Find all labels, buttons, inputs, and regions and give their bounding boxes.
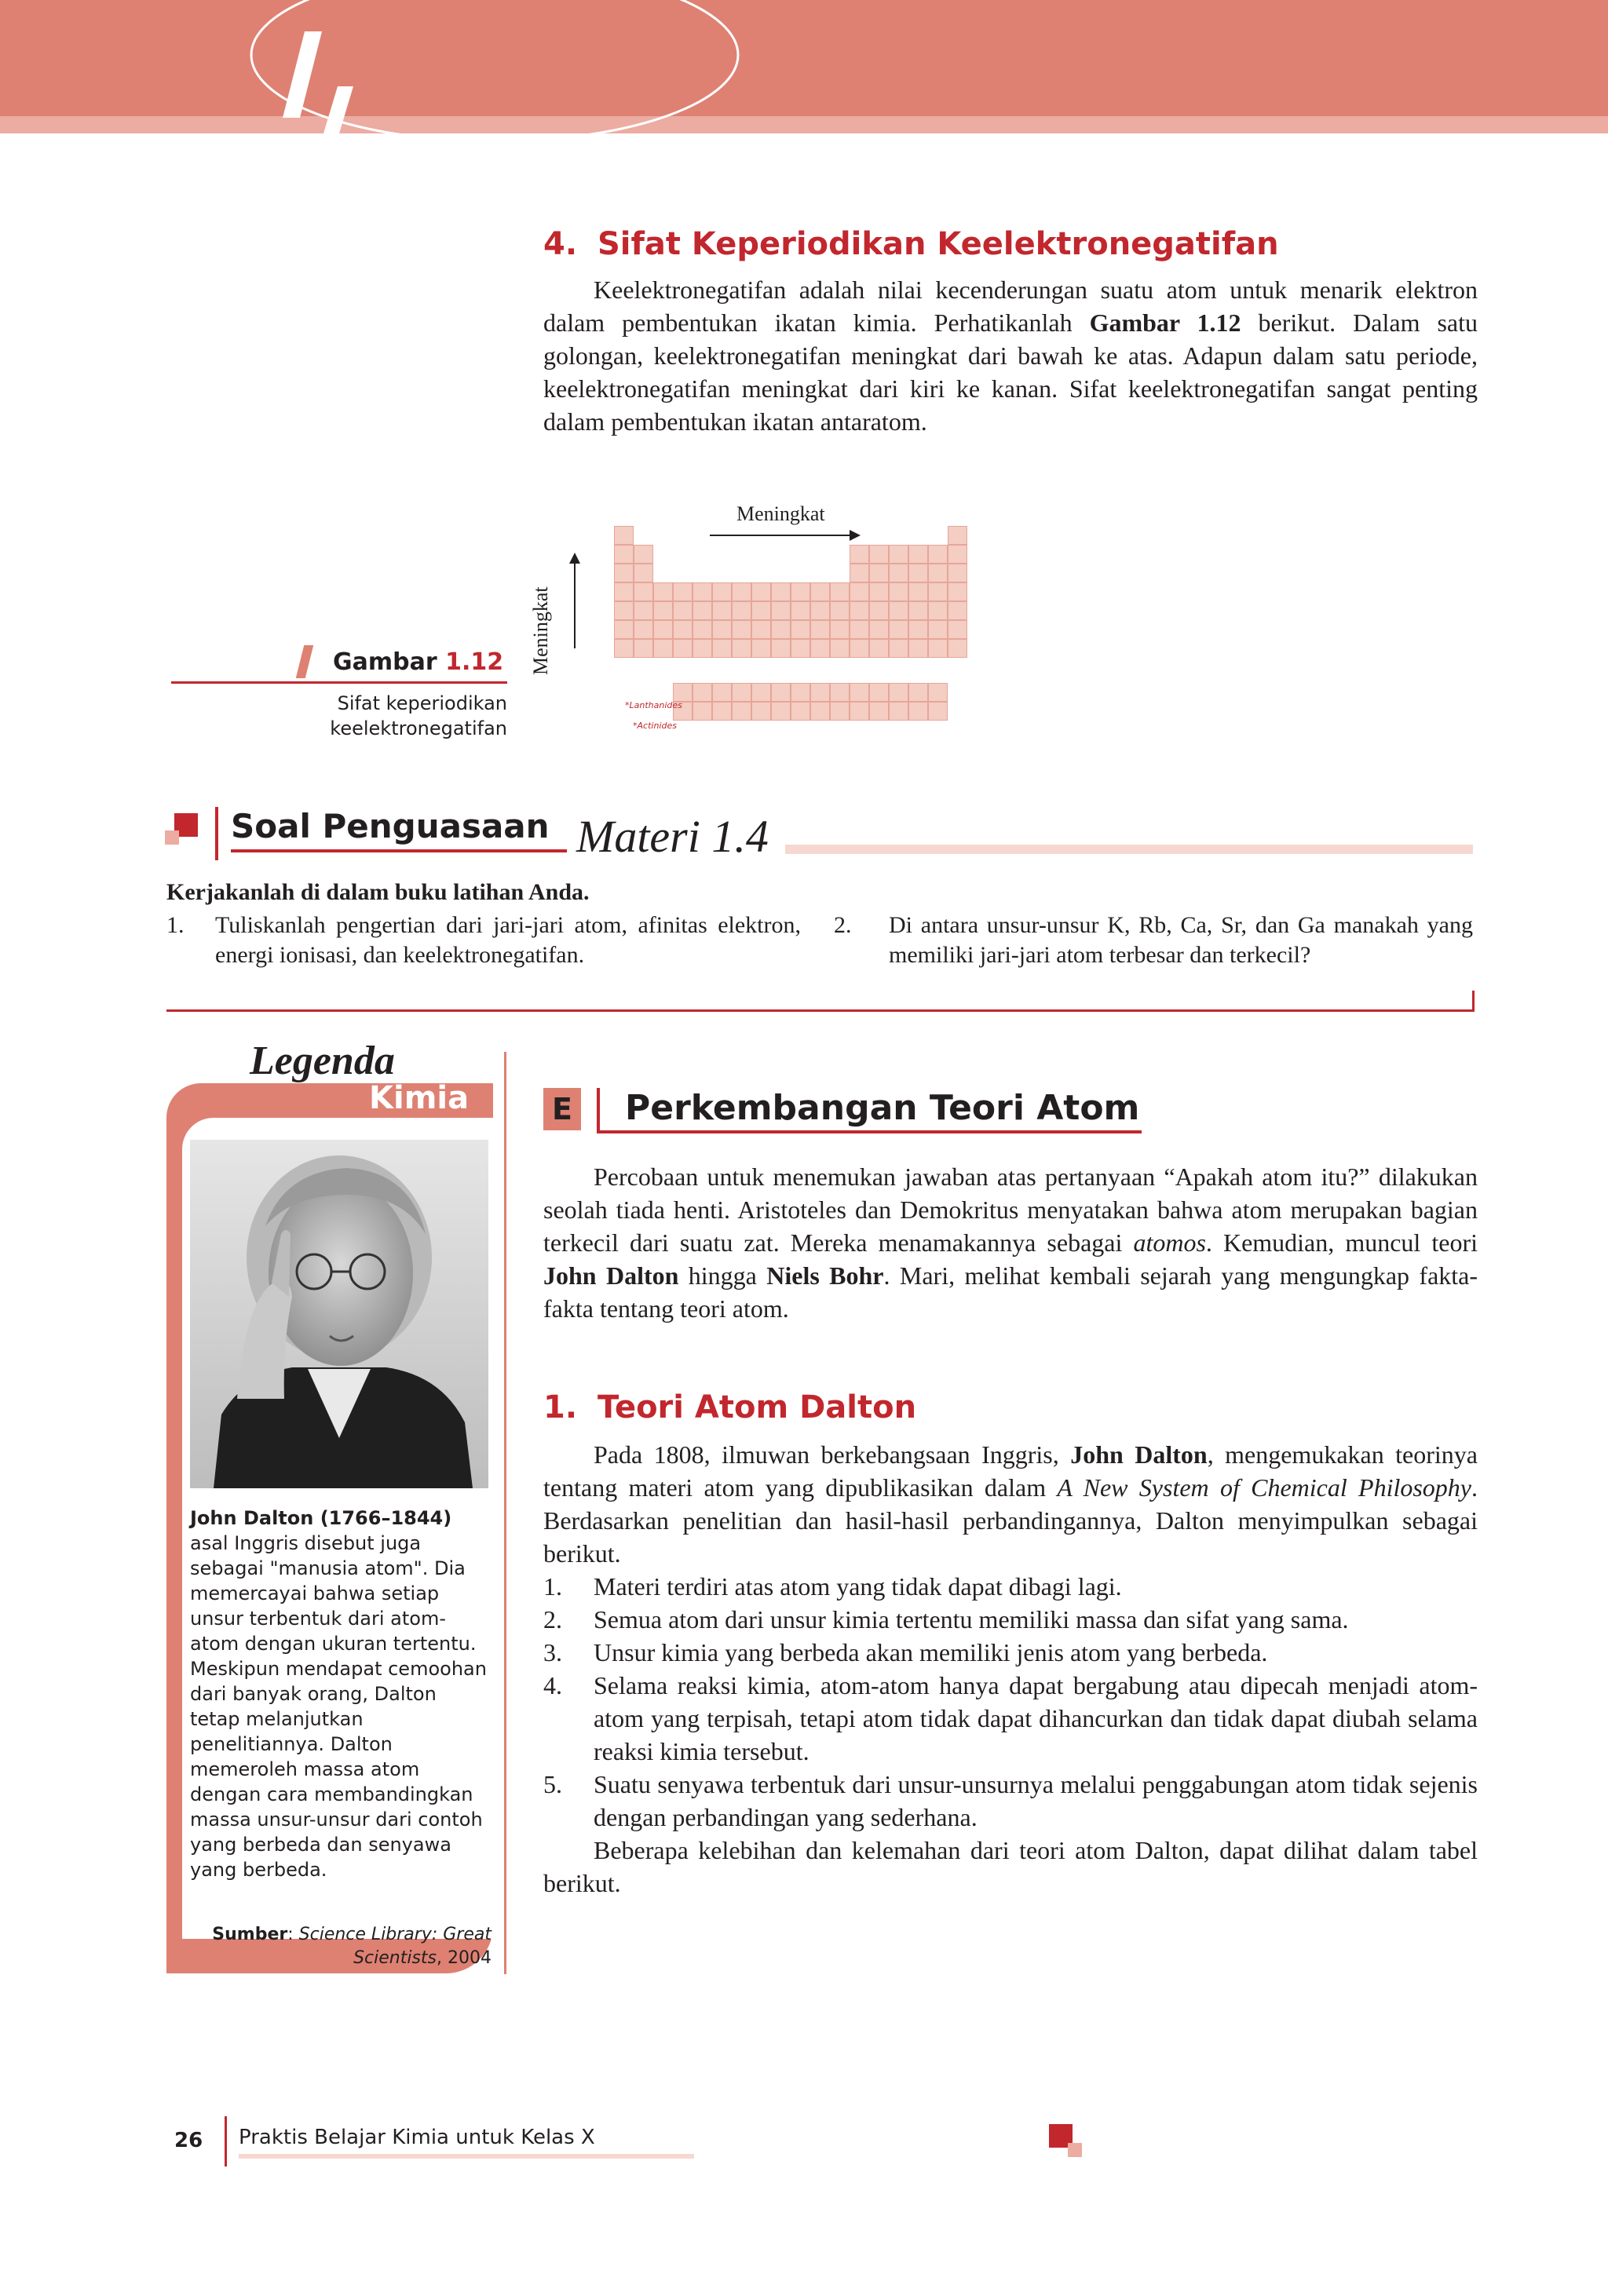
periodic-table-cell: [908, 683, 928, 702]
figure-caption: [259, 691, 507, 741]
dalton-intro-text-3: . Berdasarkan penelitian dan hasil-hasil perbandingannya, Dalton menyimpulkan sebagai berikut.: [543, 1473, 1478, 1568]
footer-stripe: [239, 2154, 694, 2159]
periodic-table-cell: [673, 683, 693, 702]
section-e-text-3: hingga: [678, 1261, 767, 1290]
periodic-table-cell: [771, 683, 791, 702]
section-4-heading: [543, 226, 1279, 262]
periodic-table-cell: [693, 601, 712, 620]
periodic-table-cell: [869, 639, 889, 658]
periodic-table-cell: [810, 620, 830, 639]
periodic-table-cell: [771, 702, 791, 721]
periodic-table-cell: [712, 702, 732, 721]
john-dalton-name: John Dalton: [543, 1261, 679, 1290]
dalton-intro-text-1: Pada 1808, ilmuwan berkebangsaan Inggris,: [594, 1440, 1071, 1469]
periodic-table-cell: [889, 564, 908, 582]
periodic-table-cell: [889, 545, 908, 564]
periodic-table-cell: [673, 620, 693, 639]
periodic-table-cell: [771, 620, 791, 639]
exercise-title-bold: Soal Penguasaan: [231, 807, 550, 845]
figure-reference: Gambar 1.12: [1089, 308, 1241, 337]
periodic-table-cell: [653, 601, 673, 620]
periodic-table-cell: [712, 620, 732, 639]
periodic-table-cell: [751, 683, 771, 702]
periodic-table-cell: [948, 564, 967, 582]
periodic-table-cell: [634, 620, 653, 639]
periodic-table-cell: [850, 639, 869, 658]
section-e-bar: [597, 1088, 600, 1133]
periodic-table-cell: [869, 683, 889, 702]
list-item-text: Unsur kimia yang berbeda akan memiliki jenis atom yang berbeda.: [594, 1638, 1268, 1666]
periodic-table-cell: [712, 683, 732, 702]
periodic-table-cell: [869, 601, 889, 620]
dalton-intro-text-2: , mengemukakan teorinya tentang materi atom yang dipublikasikan dalam: [543, 1440, 1478, 1502]
periodic-table-cell: [693, 620, 712, 639]
section-e-title: Perkembangan Teori Atom: [625, 1088, 1140, 1128]
list-item: [543, 1636, 1478, 1669]
periodic-table-cell: [948, 620, 967, 639]
list-item-text: Materi terdiri atas atom yang tidak dapat dibagi lagi.: [594, 1572, 1122, 1601]
periodic-table-cell: [908, 545, 928, 564]
page-number: 26: [174, 2129, 203, 2152]
periodic-table-cell: [614, 545, 634, 564]
periodic-table-cell: [771, 582, 791, 601]
periodic-table-cell: [889, 683, 908, 702]
periodic-table-cell: [751, 582, 771, 601]
periodic-table-cell: [908, 639, 928, 658]
periodic-table-cell: [751, 702, 771, 721]
periodic-table-cell: [673, 639, 693, 658]
exercise-square-accent: [165, 830, 179, 845]
exercise-item-1-text: Tuliskanlah pengertian dari jari-jari atom, afinitas elektron, energi ionisasi, dan keelektronegatifan.: [215, 912, 801, 968]
periodic-table-cell: [948, 582, 967, 601]
periodic-table-cell: [850, 683, 869, 702]
periodic-table-cell: [850, 620, 869, 639]
dalton-body: [543, 1438, 1478, 1900]
exercise-item-2-number: 2.: [834, 912, 852, 938]
periodic-table-cell: [948, 639, 967, 658]
dalton-name: John Dalton (1766–1844): [190, 1507, 452, 1529]
periodic-table-cell: [732, 620, 751, 639]
periodic-table-cell: [634, 564, 653, 582]
periodic-table-cell: [791, 601, 810, 620]
periodic-table-cell: [889, 601, 908, 620]
exercise-bottom-rule: [166, 1009, 1475, 1012]
periodic-table-cell: [948, 526, 967, 545]
list-item: [543, 1768, 1478, 1834]
periodic-table-cell: [869, 545, 889, 564]
periodic-table-cell: [850, 702, 869, 721]
periodic-table-cell: [791, 620, 810, 639]
periodic-table-cell: [810, 683, 830, 702]
dalton-closing: Beberapa kelebihan dan kelemahan dari teori atom Dalton, dapat dilihat dalam tabel berikut.: [543, 1836, 1478, 1897]
footer-square-accent: [1068, 2143, 1082, 2157]
list-item-number: 3.: [543, 1638, 562, 1666]
periodic-table-cell: [634, 639, 653, 658]
section-e-paragraph: [543, 1160, 1478, 1325]
periodic-table-cell: [634, 582, 653, 601]
atomos-term: atomos: [1133, 1228, 1206, 1257]
figure-label-word: Gambar: [333, 648, 437, 676]
periodic-table-cell: [810, 582, 830, 601]
dalton-number: 1.: [543, 1389, 578, 1425]
periodic-table-cell: [693, 702, 712, 721]
periodic-table-cell: [653, 639, 673, 658]
section-4-paragraph: [543, 273, 1478, 438]
list-item-text: Selama reaksi kimia, atom-atom hanya dapat bergabung atau dipecah menjadi atom-atom yang terpisah, tetapi atom tidak dapat dihancurkan dan tidak dapat diubah selama reaksi kimia tersebut.: [594, 1671, 1478, 1765]
section-4-text-1: Keelektronegatifan adalah nilai kecenderungan suatu atom untuk menarik elektron dalam pembentukan ikatan kimia. Perhatikanlah: [543, 276, 1478, 337]
john-dalton-portrait: [190, 1140, 488, 1488]
periodic-table-cell: [653, 582, 673, 601]
exercise-item-1: [166, 911, 801, 970]
arrow-up-icon: [564, 549, 587, 652]
periodic-table-cell: [928, 582, 948, 601]
section-e-text-2: . Kemudian, muncul teori: [1205, 1228, 1478, 1257]
figure-caption-line-1: Sifat keperiodikan: [337, 692, 507, 714]
periodic-table-cell: [869, 582, 889, 601]
periodic-table-cell: [928, 683, 948, 702]
arrow-side-label: Meningkat: [529, 586, 552, 675]
dalton-book-title: A New System of Chemical Philosophy: [1057, 1473, 1472, 1502]
periodic-table-cell: [634, 545, 653, 564]
sidebar-vertical-rule: [504, 1052, 506, 1974]
section-4-number: 4.: [543, 226, 578, 262]
periodic-table-cell: [928, 564, 948, 582]
list-item: [543, 1669, 1478, 1768]
periodic-table-cell: [830, 683, 850, 702]
section-e-text-4: . Mari, melihat kembali sejarah yang mengungkap fakta-fakta tentang teori atom.: [543, 1261, 1478, 1323]
periodic-table-cell: [791, 639, 810, 658]
list-item: [543, 1570, 1478, 1603]
periodic-table-cell: [712, 639, 732, 658]
periodic-table-cell: [810, 702, 830, 721]
periodic-table-cell: [673, 582, 693, 601]
source-label: Sumber: [212, 1925, 288, 1944]
periodic-table-cell: [614, 526, 634, 545]
exercise-item-1-number: 1.: [166, 912, 185, 938]
periodic-table-cell: [830, 601, 850, 620]
periodic-table-cell: [791, 683, 810, 702]
exercise-title-stripe: [785, 845, 1473, 854]
periodic-table-cell: [810, 639, 830, 658]
periodic-table-cell: [908, 702, 928, 721]
dalton-title: Teori Atom Dalton: [597, 1389, 917, 1425]
niels-bohr-name: Niels Bohr: [766, 1261, 884, 1290]
periodic-table-cell: [614, 601, 634, 620]
periodic-table-cell: [850, 545, 869, 564]
exercise-title-bar: [215, 807, 218, 860]
periodic-table-cell: [869, 702, 889, 721]
figure-caption-line-2: keelektronegatifan: [330, 717, 507, 739]
periodic-table-cell: [830, 702, 850, 721]
footer-divider: [225, 2116, 227, 2166]
periodic-table-cell: [869, 620, 889, 639]
periodic-table-cell: [928, 639, 948, 658]
list-item-text: Semua atom dari unsur kimia tertentu memiliki massa dan sifat yang sama.: [594, 1605, 1349, 1633]
dalton-heading: [543, 1389, 916, 1425]
periodic-table-cell: [830, 582, 850, 601]
periodic-table-cell: [948, 545, 967, 564]
periodic-table-cell: [614, 639, 634, 658]
exercise-title-underline: [231, 849, 567, 852]
section-4-title: Sifat Keperiodikan Keelektronegatifan: [597, 226, 1279, 262]
periodic-table-cell: [928, 702, 948, 721]
header-ellipse-decoration: [236, 0, 785, 157]
figure-label-accent: [296, 645, 313, 678]
lanthanide-label: *Lanthanides: [625, 700, 682, 710]
periodic-table-cell: [751, 620, 771, 639]
sidebar-source: Sumber: Science Library: Great Scientists, 2004: [212, 1925, 492, 1968]
list-item-number: 4.: [543, 1671, 562, 1699]
dalton-points-list: [543, 1570, 1478, 1834]
periodic-table-cell: [869, 564, 889, 582]
periodic-table-cell: [830, 620, 850, 639]
section-4-text-2: berikut. Dalam satu golongan, keelektronegatifan meningkat dari bawah ke atas. Adapun dalam satu periode, keelektronegatifan meningkat dari kiri ke kanan. Sifat keelektronegatifan sangat penting dalam pembentukan ikatan antaratom.: [543, 308, 1478, 436]
section-e-letter: E: [543, 1088, 581, 1130]
book-title: Praktis Belajar Kimia untuk Kelas X: [239, 2126, 595, 2149]
periodic-table-cell: [850, 564, 869, 582]
kimia-word: Kimia: [369, 1080, 470, 1116]
periodic-table-cell: [850, 582, 869, 601]
periodic-table-cell: [732, 582, 751, 601]
periodic-table-cell: [908, 601, 928, 620]
section-e-underline: [597, 1130, 1142, 1133]
periodic-table-cell: [908, 564, 928, 582]
legend-word: Legenda: [250, 1038, 395, 1083]
periodic-table-cell: [732, 601, 751, 620]
dalton-intro-name: John Dalton: [1070, 1440, 1208, 1469]
arrow-top-label: Meningkat: [736, 502, 825, 525]
exercise-title-italic: Materi 1.4: [576, 811, 769, 862]
periodic-table-cell: [732, 702, 751, 721]
periodic-table-cell: [791, 702, 810, 721]
figure-number: 1.12: [445, 648, 504, 676]
periodic-table-cell: [614, 620, 634, 639]
figure-caption-rule: [171, 681, 507, 684]
dalton-description: asal Inggris disebut juga sebagai "manusia atom". Dia memercayai bahwa setiap unsur terbentuk dari atom-atom dengan ukuran tertentu. Meskipun mendapat cemoohan dari banyak orang, Dalton tetap melanjutkan penelitiannya. Dalton memeroleh massa atom dengan cara membandingkan massa unsur-unsur dari contoh yang berbeda dan senyawa yang berbeda.: [190, 1532, 487, 1881]
periodic-table-cell: [908, 620, 928, 639]
section-e-text-1: Percobaan untuk menemukan jawaban atas pertanyaan “Apakah atom itu?” dilakukan seolah tiada henti. Aristoteles dan Demokritus menyatakan bahwa atom merupakan bagian terkecil dari suatu zat. Mereka menamakannya sebagai: [543, 1163, 1478, 1257]
periodic-table-cell: [850, 601, 869, 620]
list-item-number: 5.: [543, 1770, 562, 1798]
periodic-table-cell: [928, 601, 948, 620]
periodic-table-cell: [614, 564, 634, 582]
periodic-table-cell: [653, 620, 673, 639]
actinide-label: *Actinides: [633, 721, 677, 731]
periodic-table-cell: [889, 639, 908, 658]
exercise-item-2: [834, 911, 1473, 970]
periodic-table-cell: [889, 620, 908, 639]
periodic-table-cell: [693, 582, 712, 601]
periodic-table-cell: [889, 702, 908, 721]
list-item-text: Suatu senyawa terbentuk dari unsur-unsurnya melalui penggabungan atom tidak sejenis dengan perbandingan yang sederhana.: [594, 1770, 1478, 1831]
periodic-table: [614, 526, 983, 746]
exercise-instruction: Kerjakanlah di dalam buku latihan Anda.: [166, 879, 590, 905]
periodic-table-cell: [693, 683, 712, 702]
periodic-table-cell: [634, 601, 653, 620]
periodic-table-cell: [614, 582, 634, 601]
periodic-table-cell: [712, 582, 732, 601]
periodic-table-cell: [928, 545, 948, 564]
periodic-table-cell: [771, 639, 791, 658]
periodic-table-cell: [791, 582, 810, 601]
periodic-table-cell: [673, 601, 693, 620]
periodic-table-cell: [908, 582, 928, 601]
periodic-table-cell: [732, 683, 751, 702]
list-item: [543, 1603, 1478, 1636]
periodic-table-cell: [948, 601, 967, 620]
periodic-table-cell: [830, 639, 850, 658]
list-item-number: 2.: [543, 1605, 562, 1633]
figure-label: [333, 648, 503, 676]
periodic-table-cell: [928, 620, 948, 639]
periodic-table-cell: [751, 601, 771, 620]
sidebar-text: [190, 1506, 488, 1882]
exercise-item-2-text: Di antara unsur-unsur K, Rb, Ca, Sr, dan Ga manakah yang memiliki jari-jari atom terbesar dan terkecil?: [889, 912, 1473, 968]
source-title: Science Library: Great Scientists: [298, 1925, 492, 1968]
periodic-table-cell: [751, 639, 771, 658]
periodic-table-cell: [712, 601, 732, 620]
periodic-table-cell: [732, 639, 751, 658]
exercise-bottom-rule-end: [1472, 991, 1475, 1012]
periodic-table-cell: [693, 639, 712, 658]
periodic-table-cell: [889, 582, 908, 601]
periodic-table-cell: [810, 601, 830, 620]
source-year: , 2004: [437, 1948, 492, 1968]
list-item-number: 1.: [543, 1572, 562, 1601]
periodic-table-cell: [771, 601, 791, 620]
